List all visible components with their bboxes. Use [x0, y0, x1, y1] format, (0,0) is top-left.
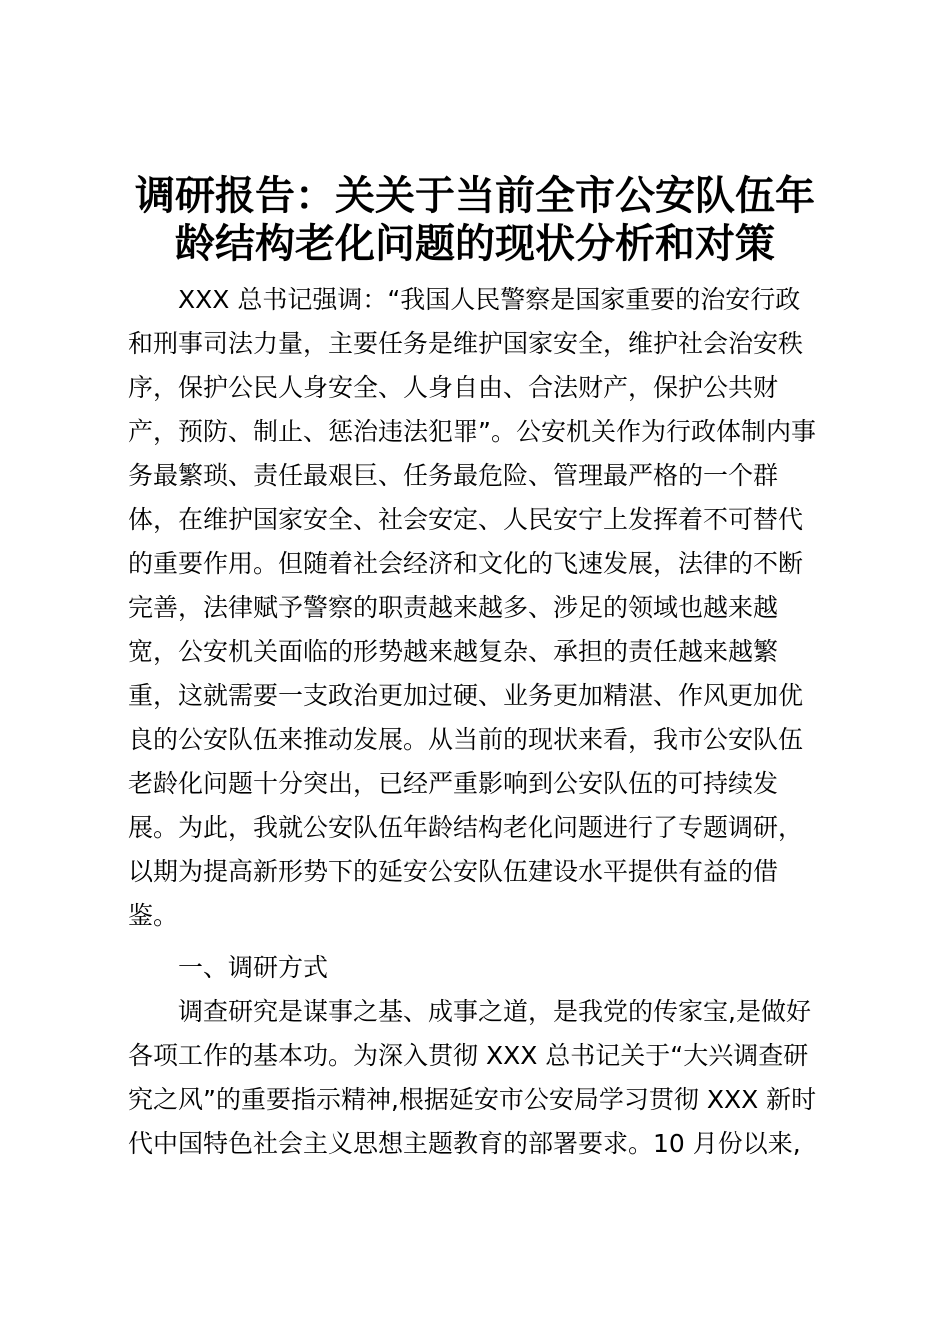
- paragraph-line: 以期为提高新形势下的延安公安队伍建设水平提供有益的借: [128, 857, 779, 886]
- paragraph-line: 的重要作用。但随着社会经济和文化的飞速发展，法律的不断: [128, 549, 804, 578]
- paragraph-line: 代中国特色社会主义思想主题教育的部署要求。10 月份以来,: [128, 1129, 801, 1158]
- paragraph-line: 展。为此，我就公安队伍年龄结构老化问题进行了专题调研，: [128, 813, 804, 842]
- paragraph-line: 宽，公安机关面临的形势越来越复杂、承担的责任越来越繁: [128, 637, 779, 666]
- paragraph-line: 究之风”的重要指示精神,根据延安市公安局学习贯彻 XXX 新时: [128, 1085, 817, 1114]
- paragraph-line: 调查研究是谋事之基、成事之道，是我党的传家宝,是做好: [178, 997, 811, 1026]
- document-title-line-1: 调研报告：关关于当前全市公安队伍年: [135, 173, 815, 219]
- paragraph-line: 务最繁琐、责任最艰巨、任务最危险、管理最严格的一个群: [128, 461, 779, 490]
- paragraph-line: 各项工作的基本功。为深入贯彻 XXX 总书记关于“大兴调查研: [128, 1041, 809, 1070]
- paragraph-line: 良的公安队伍来推动发展。从当前的现状来看，我市公安队伍: [128, 725, 804, 754]
- paragraph-line: 完善，法律赋予警察的职责越来越多、涉足的领域也越来越: [128, 593, 779, 622]
- paragraph-line: 体，在维护国家安全、社会安定、人民安宁上发挥着不可替代: [128, 505, 804, 534]
- paragraph-line: 和刑事司法力量，主要任务是维护国家安全，维护社会治安秩: [128, 329, 804, 358]
- section-heading-research-method: 一、调研方式: [178, 953, 329, 982]
- paragraph-line: 重，这就需要一支政治更加过硬、业务更加精湛、作风更加优: [128, 681, 804, 710]
- paragraph-line: XXX 总书记强调：“我国人民警察是国家重要的治安行政: [178, 285, 801, 314]
- paragraph-line: 老龄化问题十分突出，已经严重影响到公安队伍的可持续发: [128, 769, 779, 798]
- paragraph-line: 序，保护公民人身安全、人身自由、合法财产，保护公共财: [128, 373, 779, 402]
- paragraph-line: 产，预防、制止、惩治违法犯罪”。公安机关作为行政体制内事: [128, 417, 816, 446]
- paragraph-line: 鉴。: [128, 901, 179, 930]
- document-title-line-2: 龄结构老化问题的现状分析和对策: [175, 221, 775, 267]
